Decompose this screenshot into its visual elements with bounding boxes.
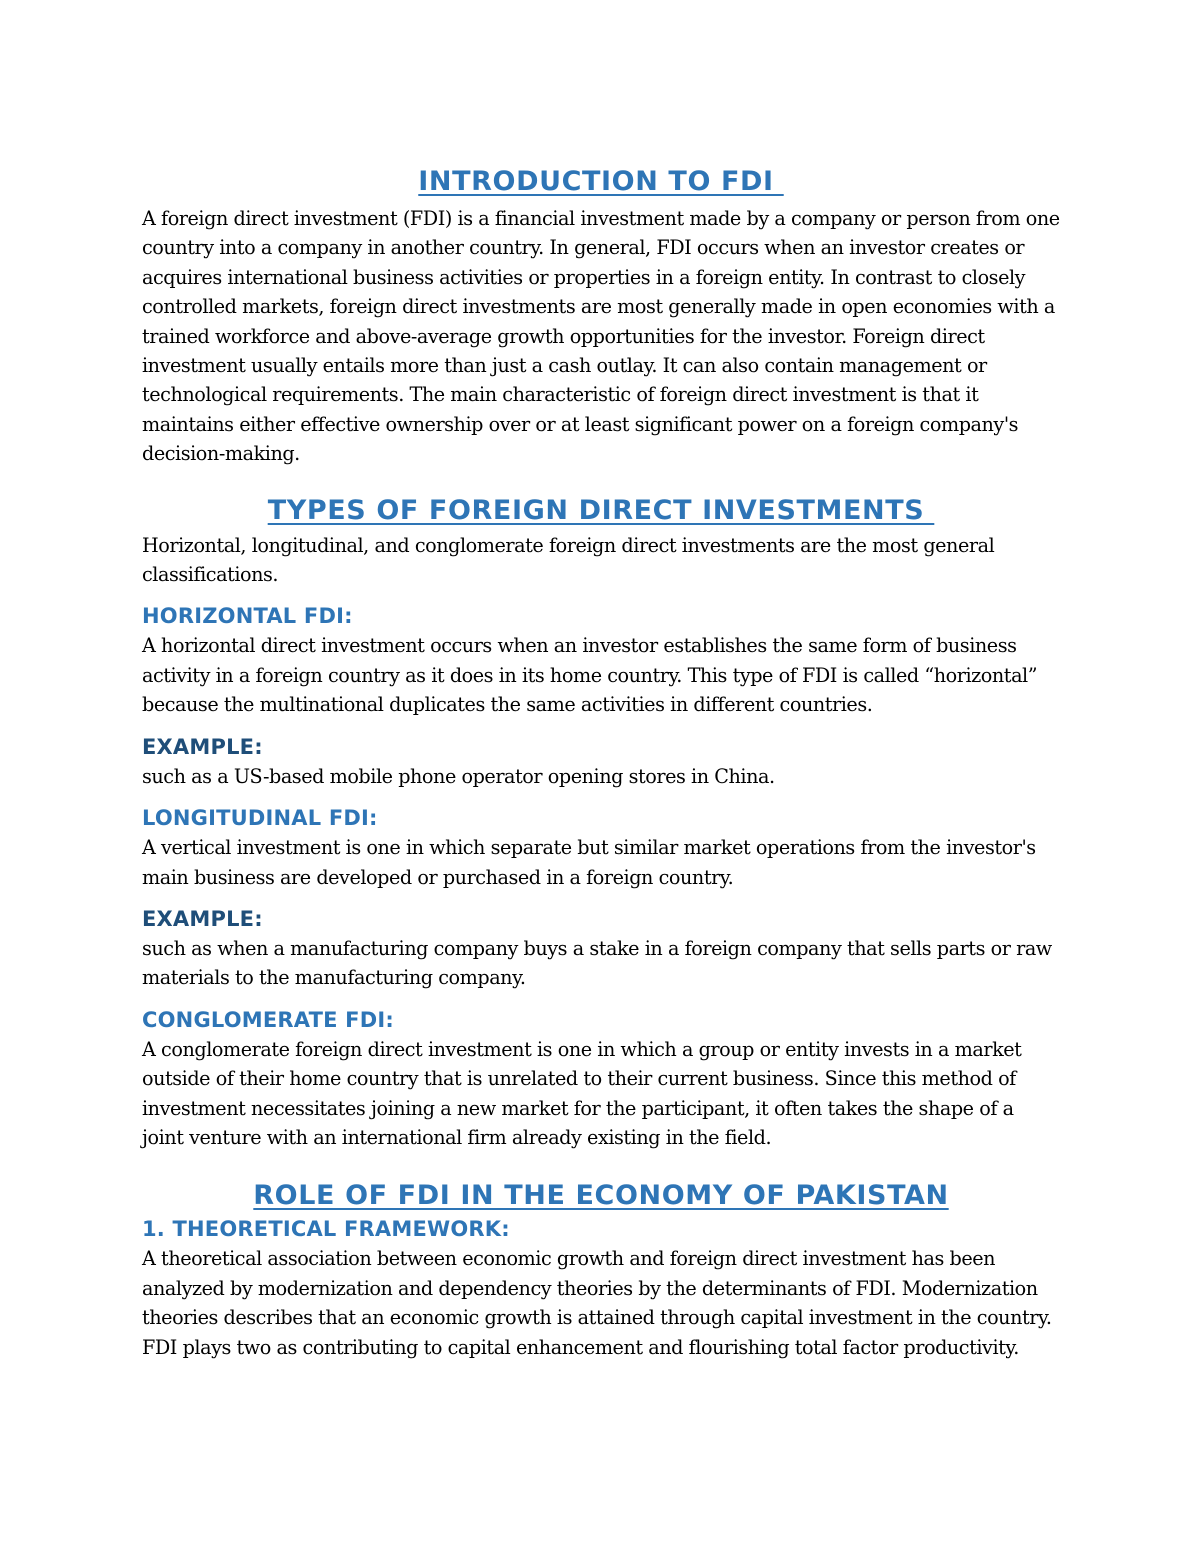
- heading-longitudinal-example: EXAMPLE:: [142, 906, 263, 931]
- paragraph-longitudinal-fdi: A vertical investment is one in which separate but similar market operations from the investor's main business are developed or purchased in a foreign country.: [142, 836, 1036, 889]
- heading-conglomerate-fdi: CONGLOMERATE FDI:: [142, 1007, 394, 1032]
- paragraph-horizontal-fdi: A horizontal direct investment occurs when an investor establishes the same form of business activity in a foreign country as it does in its home country. This type of FDI is called “horizontal” because the multinational duplicates the same activities in different countries.: [142, 634, 1038, 717]
- paragraph-longitudinal-example: such as when a manufacturing company buys a stake in a foreign company that sells parts or raw materials to the manufacturing company.: [142, 936, 1052, 990]
- paragraph-introduction: A foreign direct investment (FDI) is a financial investment made by a company or person from one country into a company in another country. In general, FDI occurs when an investor creates or acquires international business activities or properties in a foreign entity. In contrast to closely controlled markets, foreign direct investments are most generally made in open economies with a trained workforce and above-average growth opportunities for the investor. Foreign direct investment usually entails more than just a cash outlay. It can also contain management or technological requirements. The main characteristic of foreign direct investment is that it maintains either effective ownership over or at least significant power on a foreign company's decision-making.: [142, 207, 1060, 466]
- heading-theoretical-framework: 1. THEORETICAL FRAMEWORK:: [142, 1217, 510, 1242]
- paragraph-horizontal-example: such as a US-based mobile phone operator opening stores in China.: [142, 764, 775, 788]
- document-page: [142, 160, 1060, 1362]
- paragraph-theoretical-framework: A theoretical association between economic growth and foreign direct investment has been analyzed by modernization and dependency theories by the determinants of FDI. Modernization theories describes that an economic growth is attained through capital investment in the country. FDI plays two as contributing to capital enhancement and flourishing total factor productivity.: [142, 1247, 1052, 1359]
- heading-types-of-fdi: TYPES OF FOREIGN DIRECT INVESTMENTS: [267, 494, 935, 526]
- heading-longitudinal-fdi: LONGITUDINAL FDI:: [142, 806, 378, 831]
- heading-role-of-fdi-pakistan: ROLE OF FDI IN THE ECONOMY OF PAKISTAN: [253, 1180, 949, 1212]
- heading-horizontal-fdi: HORIZONTAL FDI:: [142, 604, 353, 629]
- heading-introduction: INTRODUCTION TO FDI: [418, 166, 784, 197]
- paragraph-conglomerate-fdi: A conglomerate foreign direct investment is one in which a group or entity invests in a market outside of their home country that is unrelated to their current business. Since this method of investment necessitates joining a new market for the participant, it often takes the shape of a joint venture with an international firm already existing in the field.: [142, 1037, 1022, 1149]
- heading-horizontal-example: EXAMPLE:: [142, 734, 263, 759]
- paragraph-types-intro: Horizontal, longitudinal, and conglomerate foreign direct investments are the most general classifications.: [142, 533, 995, 587]
